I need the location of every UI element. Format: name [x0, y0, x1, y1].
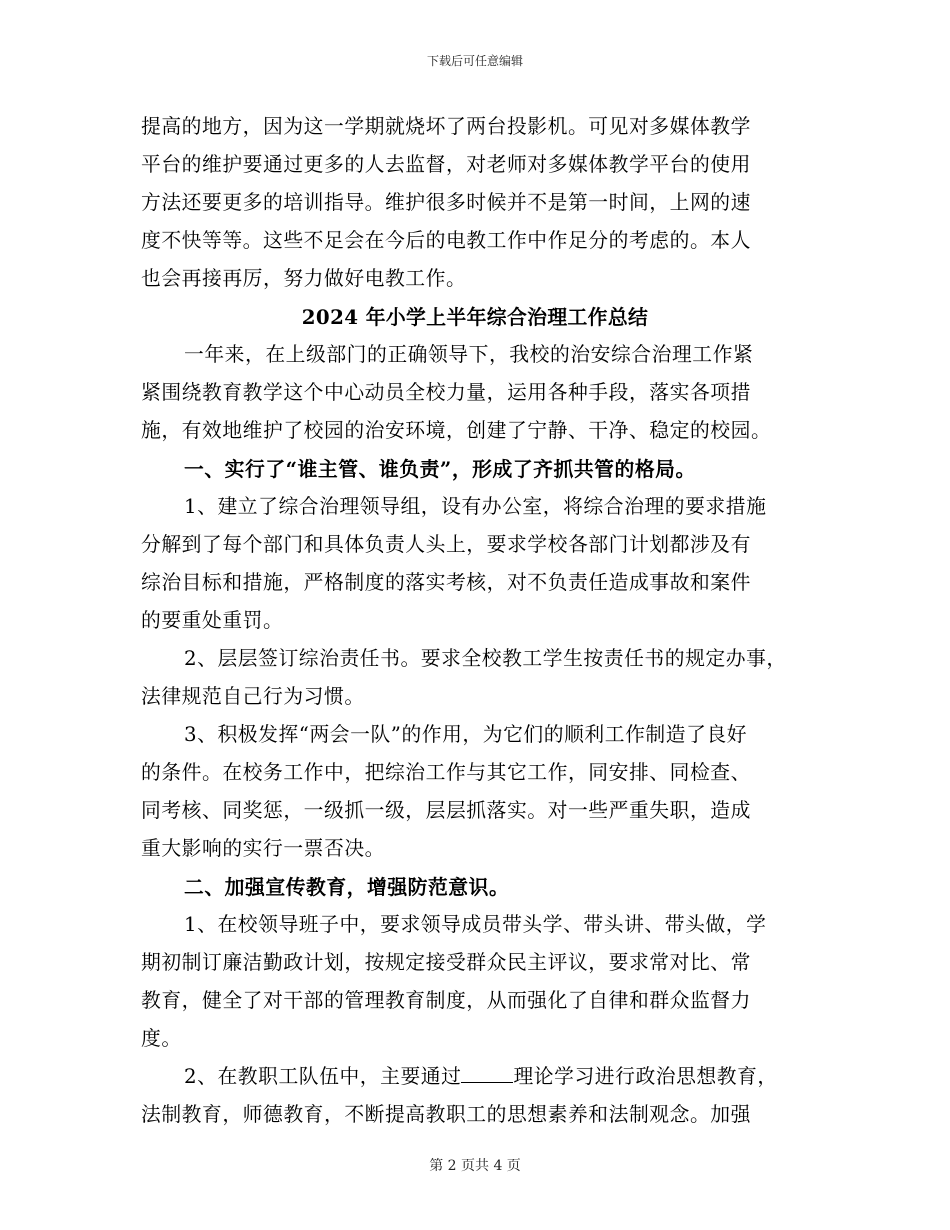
body-line: 度。 — [141, 1027, 182, 1050]
body-line: 也会再接再厉，努力做好电教工作。 — [141, 267, 467, 290]
body-line: 一年来，在上级部门的正确领导下，我校的治安综合治理工作紧 — [184, 343, 754, 366]
body-line: 1、在校领导班子中，要求领导成员带头学、带头讲、带头做，学 — [184, 913, 767, 936]
body-line: 教育，健全了对干部的管理教育制度，从而强化了自律和群众监督力 — [141, 989, 751, 1012]
page-header: 下载后可任意编辑 — [426, 54, 523, 68]
body-line: 分解到了每个部门和具体负责人头上，要求学校各部门计划都涉及有 — [141, 533, 751, 556]
body-text: 理论学习进行政治思想教育， — [513, 1065, 778, 1088]
body-line: 紧围绕教育教学这个中心动员全校力量，运用各种手段，落实各项措 — [141, 381, 751, 404]
body-line: 1、建立了综合治理领导组，设有办公室，将综合治理的要求措施 — [184, 495, 767, 518]
body-line: 平台的维护要通过更多的人去监督，对老师对多媒体教学平台的使用 — [141, 153, 751, 176]
body-line: 重大影响的实行一票否决。 — [141, 837, 385, 860]
body-line — [184, 1063, 778, 1091]
page-footer: 第 2 页共 4 页 — [429, 1158, 521, 1174]
body-text: 2、在教职工队伍中，主要通过 — [184, 1065, 462, 1088]
body-line: 度不快等等。这些不足会在今后的电教工作中作足分的考虑的。本人 — [141, 229, 751, 252]
body-line: 法律规范自己行为习惯。 — [141, 685, 365, 708]
body-line: 综治目标和措施，严格制度的落实考核，对不负责任造成事故和案件 — [141, 571, 751, 594]
body-line: 施，有效地维护了校园的治安环境，创建了宁静、干净、稳定的校园。 — [141, 419, 772, 442]
body-line: 的要重处重罚。 — [141, 609, 284, 632]
body-line: 3、积极发挥“两会一队”的作用，为它们的顺利工作制造了良好 — [184, 723, 748, 746]
body-line: 的条件。在校务工作中，把综治工作与其它工作，同安排、同检查、 — [141, 761, 751, 784]
document-title: 2024 年小学上半年综合治理工作总结 — [301, 305, 649, 329]
body-line: 提高的地方，因为这一学期就烧坏了两台投影机。可见对多媒体教学 — [141, 115, 751, 138]
body-line: 期初制订廉洁勤政计划，按规定接受群众民主评议，要求常对比、常 — [141, 951, 751, 974]
body-line: 2、层层签订综治责任书。要求全校教工学生按责任书的规定办事， — [184, 647, 787, 670]
section-heading: 一、实行了“谁主管、谁负责”，形成了齐抓共管的格局。 — [184, 457, 696, 481]
body-line: 法制教育，师德教育，不断提高教职工的思想素养和法制观念。加强 — [141, 1103, 751, 1126]
body-line: 同考核、同奖惩，一级抓一级，层层抓落实。对一些严重失职，造成 — [141, 799, 751, 822]
fill-in-blank — [461, 1064, 513, 1083]
section-heading: 二、加强宣传教育，增强防范意识。 — [184, 875, 510, 899]
body-line: 方法还要更多的培训指导。维护很多时候并不是第一时间，上网的速 — [141, 191, 751, 214]
